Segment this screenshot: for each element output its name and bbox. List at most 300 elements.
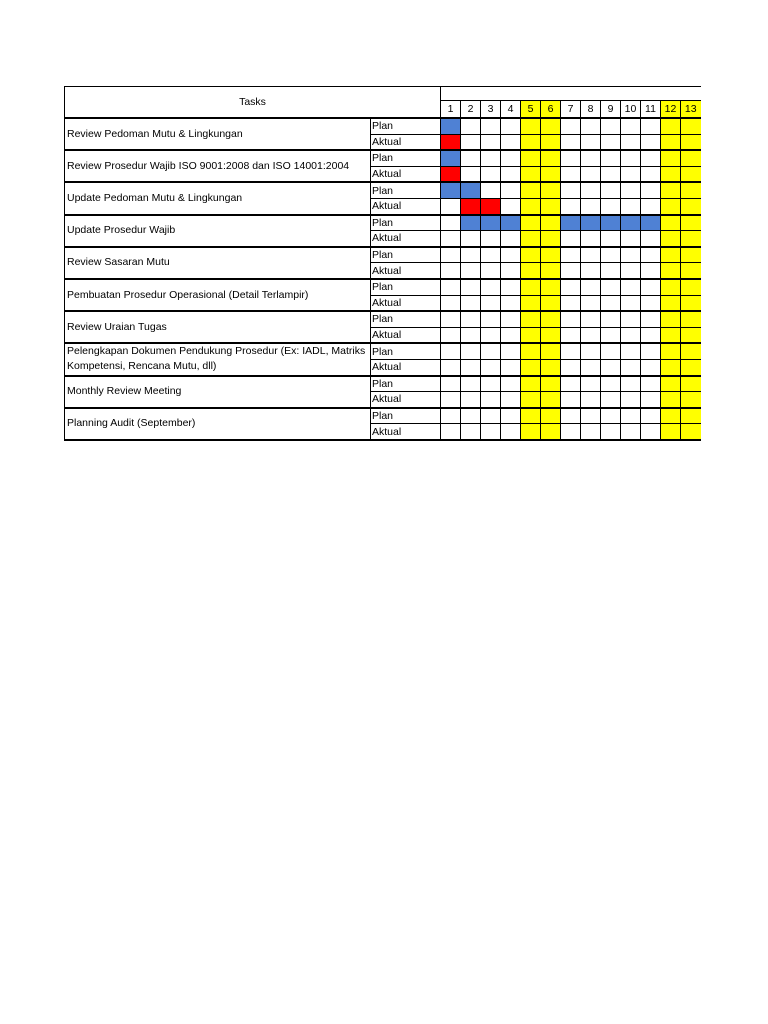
- day-cell-5: [521, 198, 541, 214]
- day-cell-13: [681, 231, 701, 247]
- day-cell-13: [681, 376, 701, 392]
- day-cell-5: [521, 118, 541, 134]
- day-cell-7: [561, 279, 581, 295]
- day-cell-6: [541, 408, 561, 424]
- day-cell-13: [681, 215, 701, 231]
- day-cell-11: [641, 247, 661, 263]
- actual-label: Aktual: [371, 359, 441, 375]
- day-cell-10: [621, 311, 641, 327]
- day-cell-9: [601, 231, 621, 247]
- task-row-1-plan: [65, 118, 701, 134]
- day-cell-6: [541, 263, 561, 279]
- day-cell-10: [621, 182, 641, 198]
- day-cell-13: [681, 247, 701, 263]
- day-cell-3: [481, 247, 501, 263]
- day-cell-7: [561, 150, 581, 166]
- day-cell-10: [621, 392, 641, 408]
- task-row-7-plan: [65, 311, 701, 327]
- task-row-5-plan: [65, 247, 701, 263]
- plan-label: Plan: [371, 182, 441, 198]
- day-cell-5: [521, 182, 541, 198]
- day-cell-8: [581, 424, 601, 440]
- gantt-body: [65, 118, 701, 440]
- day-cell-11: [641, 295, 661, 311]
- actual-label: Aktual: [371, 295, 441, 311]
- day-cell-4: [501, 424, 521, 440]
- day-cell-13: [681, 327, 701, 343]
- day-cell-3: [481, 408, 501, 424]
- day-cell-12: [661, 376, 681, 392]
- day-cell-7: [561, 408, 581, 424]
- day-cell-3: [481, 343, 501, 359]
- day-cell-10: [621, 166, 641, 182]
- actual-label: Aktual: [371, 134, 441, 150]
- day-cell-3: [481, 231, 501, 247]
- plan-label: Plan: [371, 311, 441, 327]
- day-cell-8: [581, 295, 601, 311]
- day-cell-3: [481, 215, 501, 231]
- day-cell-8: [581, 231, 601, 247]
- day-cell-11: [641, 166, 661, 182]
- day-cell-12: [661, 231, 681, 247]
- day-cell-4: [501, 134, 521, 150]
- day-cell-10: [621, 263, 641, 279]
- day-cell-8: [581, 263, 601, 279]
- day-cell-7: [561, 424, 581, 440]
- plan-label: Plan: [371, 279, 441, 295]
- gantt-table: [64, 86, 701, 441]
- plan-label: Plan: [371, 247, 441, 263]
- day-cell-7: [561, 295, 581, 311]
- day-cell-2: [461, 231, 481, 247]
- day-cell-3: [481, 198, 501, 214]
- day-cell-11: [641, 359, 661, 375]
- day-cell-2: [461, 150, 481, 166]
- day-cell-7: [561, 392, 581, 408]
- day-cell-4: [501, 166, 521, 182]
- day-cell-10: [621, 295, 641, 311]
- day-cell-1: [441, 198, 461, 214]
- actual-label: Aktual: [371, 392, 441, 408]
- day-cell-2: [461, 392, 481, 408]
- day-cell-13: [681, 198, 701, 214]
- day-cell-8: [581, 376, 601, 392]
- day-cell-8: [581, 343, 601, 359]
- day-cell-10: [621, 198, 641, 214]
- day-cell-4: [501, 392, 521, 408]
- task-row-4-plan: [65, 215, 701, 231]
- day-cell-9: [601, 263, 621, 279]
- day-cell-9: [601, 343, 621, 359]
- day-cell-1: [441, 166, 461, 182]
- day-cell-9: [601, 424, 621, 440]
- day-cell-10: [621, 247, 641, 263]
- day-cell-10: [621, 215, 641, 231]
- day-cell-12: [661, 408, 681, 424]
- day-cell-6: [541, 247, 561, 263]
- day-cell-1: [441, 311, 461, 327]
- day-cell-6: [541, 150, 561, 166]
- day-cell-11: [641, 424, 661, 440]
- day-cell-5: [521, 231, 541, 247]
- day-cell-4: [501, 376, 521, 392]
- task-name: Pembuatan Prosedur Operasional (Detail Terlampir): [65, 279, 371, 311]
- day-cell-11: [641, 215, 661, 231]
- day-cell-7: [561, 182, 581, 198]
- day-cell-1: [441, 134, 461, 150]
- day-cell-1: [441, 392, 461, 408]
- day-cell-13: [681, 134, 701, 150]
- day-cell-8: [581, 182, 601, 198]
- day-cell-5: [521, 150, 541, 166]
- day-cell-11: [641, 118, 661, 134]
- day-cell-11: [641, 376, 661, 392]
- day-header-12: 12: [661, 101, 681, 119]
- day-cell-4: [501, 279, 521, 295]
- day-cell-8: [581, 392, 601, 408]
- day-cell-5: [521, 408, 541, 424]
- day-cell-6: [541, 424, 561, 440]
- day-cell-6: [541, 198, 561, 214]
- day-cell-12: [661, 134, 681, 150]
- day-cell-2: [461, 118, 481, 134]
- day-cell-6: [541, 134, 561, 150]
- day-header-1: 1: [441, 101, 461, 119]
- day-cell-12: [661, 150, 681, 166]
- day-cell-11: [641, 182, 661, 198]
- day-cell-1: [441, 295, 461, 311]
- day-cell-5: [521, 392, 541, 408]
- day-cell-7: [561, 247, 581, 263]
- day-cell-13: [681, 424, 701, 440]
- day-cell-13: [681, 166, 701, 182]
- day-cell-4: [501, 263, 521, 279]
- day-cell-12: [661, 118, 681, 134]
- day-cell-7: [561, 311, 581, 327]
- day-cell-3: [481, 279, 501, 295]
- day-cell-1: [441, 263, 461, 279]
- day-cell-11: [641, 408, 661, 424]
- day-cell-13: [681, 392, 701, 408]
- day-cell-3: [481, 392, 501, 408]
- task-row-6-plan: [65, 279, 701, 295]
- day-header-9: 9: [601, 101, 621, 119]
- day-cell-4: [501, 215, 521, 231]
- day-cell-1: [441, 343, 461, 359]
- day-cell-12: [661, 392, 681, 408]
- day-cell-8: [581, 198, 601, 214]
- day-cell-11: [641, 392, 661, 408]
- day-cell-6: [541, 182, 561, 198]
- day-cell-3: [481, 311, 501, 327]
- task-name: Pelengkapan Dokumen Pendukung Prosedur (Ex: IADL, Matriks Kompetensi, Rencana Mutu, dll): [65, 343, 371, 375]
- day-cell-4: [501, 247, 521, 263]
- day-cell-4: [501, 231, 521, 247]
- day-cell-4: [501, 311, 521, 327]
- day-cell-10: [621, 327, 641, 343]
- day-cell-5: [521, 359, 541, 375]
- day-cell-10: [621, 359, 641, 375]
- day-cell-8: [581, 166, 601, 182]
- day-cell-7: [561, 198, 581, 214]
- day-cell-12: [661, 215, 681, 231]
- day-cell-10: [621, 376, 641, 392]
- day-cell-5: [521, 343, 541, 359]
- day-cell-1: [441, 182, 461, 198]
- task-row-10-plan: [65, 408, 701, 424]
- day-cell-1: [441, 247, 461, 263]
- task-row-8-plan: [65, 343, 701, 359]
- day-cell-13: [681, 279, 701, 295]
- day-header-10: 10: [621, 101, 641, 119]
- day-cell-4: [501, 359, 521, 375]
- task-name: Planning Audit (September): [65, 408, 371, 440]
- day-cell-12: [661, 198, 681, 214]
- day-cell-9: [601, 198, 621, 214]
- day-cell-12: [661, 166, 681, 182]
- day-cell-13: [681, 118, 701, 134]
- day-cell-6: [541, 295, 561, 311]
- day-cell-12: [661, 295, 681, 311]
- day-cell-9: [601, 134, 621, 150]
- day-cell-1: [441, 231, 461, 247]
- day-cell-1: [441, 376, 461, 392]
- day-cell-5: [521, 376, 541, 392]
- task-name: Monthly Review Meeting: [65, 376, 371, 408]
- day-cell-11: [641, 263, 661, 279]
- day-cell-11: [641, 134, 661, 150]
- day-cell-7: [561, 359, 581, 375]
- day-cell-12: [661, 279, 681, 295]
- task-name: Update Pedoman Mutu & Lingkungan: [65, 182, 371, 214]
- task-name: Review Uraian Tugas: [65, 311, 371, 343]
- day-cell-2: [461, 182, 481, 198]
- day-cell-1: [441, 359, 461, 375]
- day-cell-12: [661, 424, 681, 440]
- day-cell-9: [601, 182, 621, 198]
- day-cell-8: [581, 327, 601, 343]
- day-cell-1: [441, 150, 461, 166]
- day-cell-6: [541, 327, 561, 343]
- day-header-3: 3: [481, 101, 501, 119]
- actual-label: Aktual: [371, 198, 441, 214]
- task-name: Update Prosedur Wajib: [65, 215, 371, 247]
- day-cell-10: [621, 118, 641, 134]
- actual-label: Aktual: [371, 231, 441, 247]
- day-cell-7: [561, 231, 581, 247]
- day-cell-4: [501, 295, 521, 311]
- day-cell-8: [581, 118, 601, 134]
- day-cell-7: [561, 215, 581, 231]
- day-cell-5: [521, 295, 541, 311]
- day-cell-6: [541, 311, 561, 327]
- day-cell-6: [541, 359, 561, 375]
- day-cell-9: [601, 327, 621, 343]
- day-cell-1: [441, 408, 461, 424]
- day-cell-1: [441, 118, 461, 134]
- day-cell-11: [641, 279, 661, 295]
- day-cell-12: [661, 311, 681, 327]
- day-cell-10: [621, 424, 641, 440]
- day-cell-8: [581, 311, 601, 327]
- day-cell-8: [581, 150, 601, 166]
- day-cell-3: [481, 182, 501, 198]
- day-cell-7: [561, 134, 581, 150]
- day-cell-6: [541, 118, 561, 134]
- plan-label: Plan: [371, 343, 441, 359]
- day-cell-9: [601, 118, 621, 134]
- plan-label: Plan: [371, 408, 441, 424]
- day-cell-9: [601, 295, 621, 311]
- task-row-3-plan: [65, 182, 701, 198]
- day-cell-8: [581, 215, 601, 231]
- day-cell-9: [601, 166, 621, 182]
- day-cell-9: [601, 215, 621, 231]
- task-name: Review Sasaran Mutu: [65, 247, 371, 279]
- day-cell-5: [521, 215, 541, 231]
- day-cell-12: [661, 359, 681, 375]
- day-cell-3: [481, 327, 501, 343]
- day-cell-13: [681, 295, 701, 311]
- day-cell-4: [501, 182, 521, 198]
- task-name: Review Pedoman Mutu & Lingkungan: [65, 118, 371, 150]
- day-cell-2: [461, 247, 481, 263]
- day-cell-5: [521, 247, 541, 263]
- day-cell-9: [601, 247, 621, 263]
- day-cell-6: [541, 166, 561, 182]
- day-cell-2: [461, 279, 481, 295]
- day-cell-12: [661, 263, 681, 279]
- day-cell-8: [581, 408, 601, 424]
- day-cell-4: [501, 408, 521, 424]
- day-cell-5: [521, 311, 541, 327]
- day-cell-10: [621, 134, 641, 150]
- day-cell-3: [481, 134, 501, 150]
- day-cell-5: [521, 166, 541, 182]
- day-cell-7: [561, 166, 581, 182]
- day-cell-10: [621, 279, 641, 295]
- day-header-5: 5: [521, 101, 541, 119]
- plan-label: Plan: [371, 376, 441, 392]
- day-cell-12: [661, 327, 681, 343]
- task-row-9-plan: [65, 376, 701, 392]
- day-cell-11: [641, 150, 661, 166]
- actual-label: Aktual: [371, 424, 441, 440]
- day-cell-6: [541, 215, 561, 231]
- day-cell-7: [561, 118, 581, 134]
- day-cell-2: [461, 198, 481, 214]
- day-cell-6: [541, 343, 561, 359]
- day-cell-4: [501, 343, 521, 359]
- day-cell-12: [661, 247, 681, 263]
- day-cell-7: [561, 263, 581, 279]
- day-cell-8: [581, 279, 601, 295]
- task-row-2-plan: [65, 150, 701, 166]
- day-cell-12: [661, 182, 681, 198]
- day-cell-5: [521, 134, 541, 150]
- day-cell-2: [461, 327, 481, 343]
- day-cell-2: [461, 134, 481, 150]
- day-cell-7: [561, 327, 581, 343]
- day-cell-10: [621, 343, 641, 359]
- day-cell-13: [681, 408, 701, 424]
- day-cell-2: [461, 424, 481, 440]
- day-cell-3: [481, 150, 501, 166]
- day-cell-10: [621, 231, 641, 247]
- day-cell-9: [601, 150, 621, 166]
- plan-label: Plan: [371, 118, 441, 134]
- day-cell-13: [681, 343, 701, 359]
- day-cell-1: [441, 424, 461, 440]
- day-cell-3: [481, 263, 501, 279]
- day-header-11: 11: [641, 101, 661, 119]
- day-cell-12: [661, 343, 681, 359]
- day-cell-5: [521, 263, 541, 279]
- day-cell-9: [601, 311, 621, 327]
- day-cell-2: [461, 343, 481, 359]
- day-header-7: 7: [561, 101, 581, 119]
- day-cell-10: [621, 408, 641, 424]
- day-cell-10: [621, 150, 641, 166]
- day-cell-2: [461, 263, 481, 279]
- day-cell-3: [481, 359, 501, 375]
- task-name: Review Prosedur Wajib ISO 9001:2008 dan ISO 14001:2004: [65, 150, 371, 182]
- day-cell-9: [601, 359, 621, 375]
- header-top-row: [65, 87, 701, 101]
- day-cell-8: [581, 359, 601, 375]
- day-cell-1: [441, 215, 461, 231]
- day-cell-4: [501, 198, 521, 214]
- day-header-2: 2: [461, 101, 481, 119]
- day-cell-9: [601, 279, 621, 295]
- day-cell-9: [601, 408, 621, 424]
- day-cell-13: [681, 359, 701, 375]
- day-cell-13: [681, 182, 701, 198]
- day-header-4: 4: [501, 101, 521, 119]
- day-cell-6: [541, 392, 561, 408]
- day-cell-3: [481, 166, 501, 182]
- day-cell-2: [461, 311, 481, 327]
- day-cell-4: [501, 150, 521, 166]
- actual-label: Aktual: [371, 327, 441, 343]
- day-cell-1: [441, 279, 461, 295]
- day-header-8: 8: [581, 101, 601, 119]
- day-cell-5: [521, 327, 541, 343]
- day-cell-11: [641, 231, 661, 247]
- day-cell-13: [681, 263, 701, 279]
- day-cell-2: [461, 359, 481, 375]
- day-cell-4: [501, 327, 521, 343]
- day-cell-2: [461, 166, 481, 182]
- day-cell-1: [441, 327, 461, 343]
- day-cell-11: [641, 311, 661, 327]
- day-cell-8: [581, 247, 601, 263]
- day-header-6: 6: [541, 101, 561, 119]
- day-cell-5: [521, 279, 541, 295]
- actual-label: Aktual: [371, 263, 441, 279]
- day-cell-3: [481, 376, 501, 392]
- day-cell-4: [501, 118, 521, 134]
- day-cell-9: [601, 392, 621, 408]
- day-cell-2: [461, 295, 481, 311]
- day-cell-2: [461, 215, 481, 231]
- day-cell-5: [521, 424, 541, 440]
- period-header: [441, 87, 701, 101]
- day-cell-9: [601, 376, 621, 392]
- day-cell-6: [541, 279, 561, 295]
- tasks-header: Tasks: [65, 87, 441, 119]
- day-header-13: 13: [681, 101, 701, 119]
